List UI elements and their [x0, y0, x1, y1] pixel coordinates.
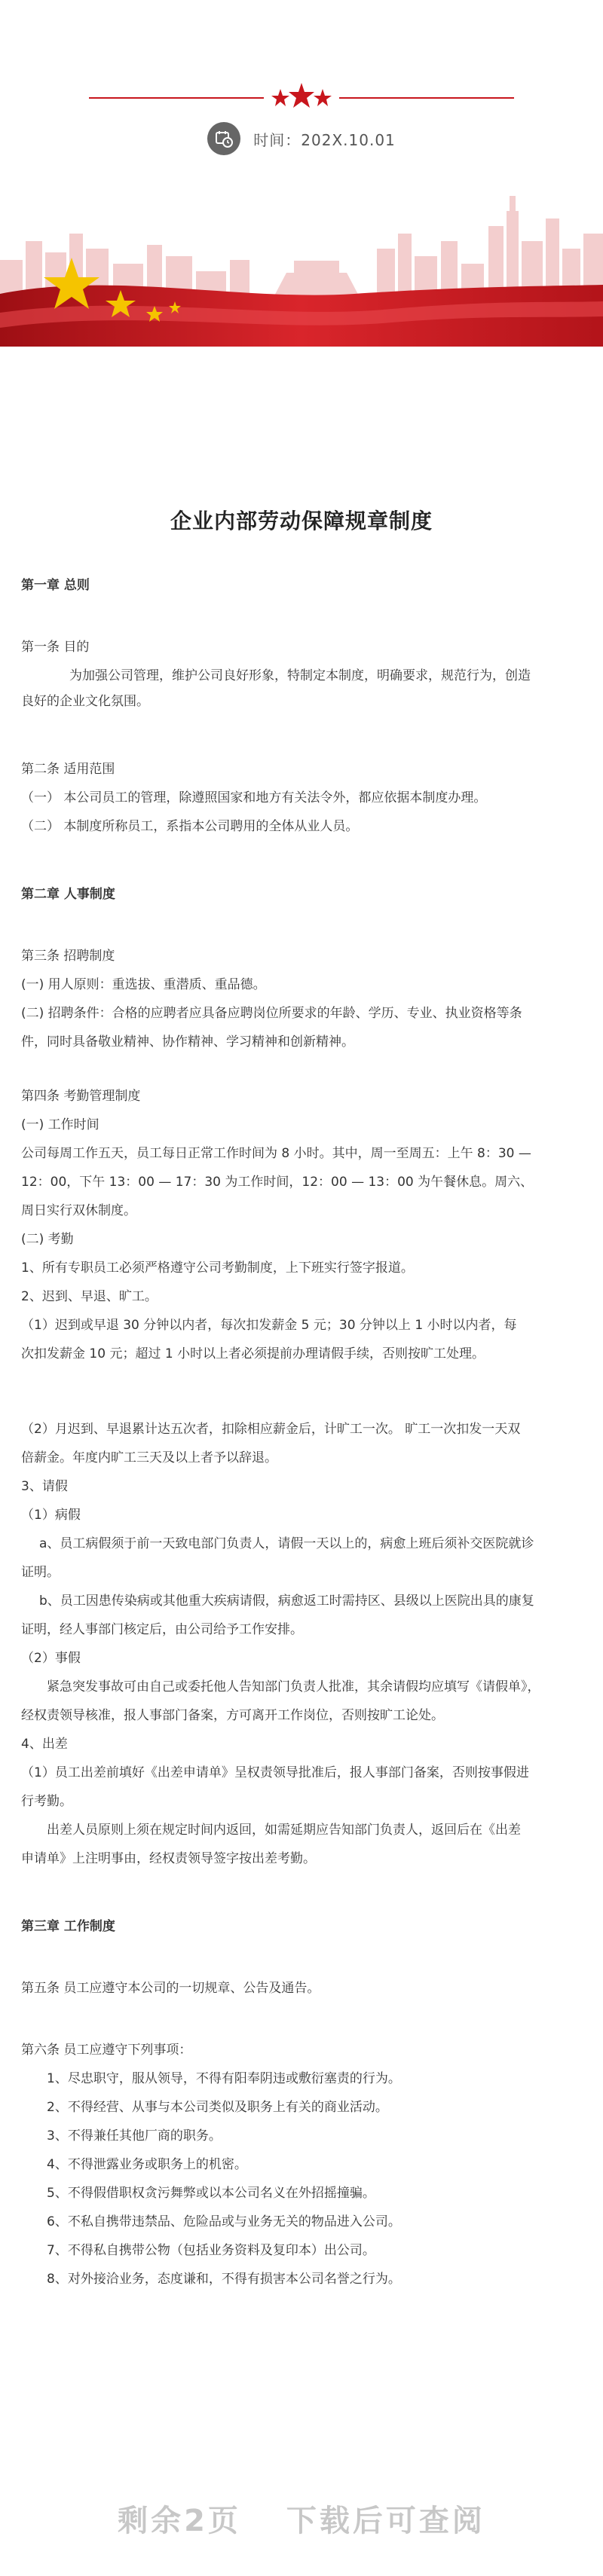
article-heading: 第一条 目的 [21, 640, 90, 655]
paragraph-line: （1）迟到或早退 30 分钟以内者，每次扣发薪金 5 元；30 分钟以上 1 小时以内者，每 [21, 1318, 517, 1333]
paragraph-line: 1、所有专职员工必须严格遵守公司考勤制度，上下班实行签字报道。 [21, 1260, 414, 1276]
paragraph-line: 12：00，下午 13：00 — 17：30 为工作时间，12：00 — 13：00 为午餐休息。周六、 [21, 1175, 534, 1190]
chapter-heading: 第三章 工作制度 [21, 1919, 115, 1934]
download-prompt[interactable] [0, 2483, 603, 2559]
article-heading: 第六条 员工应遵守下列事项： [21, 2043, 192, 2058]
header-stars-divider [0, 81, 603, 119]
paragraph-line: 公司每周工作五天，员工每日正常工作时间为 8 小时。其中，周一至周五：上午 8：30 — [21, 1146, 531, 1161]
chapter-heading: 第一章 总则 [21, 578, 90, 593]
paragraph-line: b、员工因患传染病或其他重大疾病请假，病愈返工时需持区、县级以上医院出具的康复 [39, 1594, 534, 1609]
list-item: 3、不得兼任其他厂商的职务。 [47, 2128, 222, 2144]
paragraph-line: 2、迟到、早退、旷工。 [21, 1289, 158, 1304]
paragraph-line: 3、请假 [21, 1479, 68, 1494]
star-icon [289, 83, 314, 108]
paragraph-line: (二) 招聘条件：合格的应聘者应具备应聘岗位所要求的年龄、学历、专业、执业资格等条 [21, 1006, 522, 1021]
paragraph-line: （2）月迟到、早退累计达五次者，扣除相应薪金后，计旷工一次。 旷工一次扣发一天双 [21, 1422, 521, 1437]
document-title: 企业内部劳动保障规章制度 [170, 509, 433, 533]
list-item: 1、尽忠职守，服从领导，不得有阳奉阴违或敷衍塞责的行为。 [47, 2071, 401, 2086]
city-skyline-ribbon [0, 188, 603, 347]
header-banner-area [0, 0, 603, 354]
paragraph-line: （2）事假 [21, 1651, 81, 1666]
paragraph-line: (一) 工作时间 [21, 1117, 99, 1132]
paragraph-line: 行考勤。 [21, 1794, 72, 1809]
paragraph-line: （1）病假 [21, 1508, 81, 1523]
clock-calendar-icon [207, 122, 240, 155]
paragraph-line: 证明。 [21, 1565, 60, 1580]
paragraph-line: 4、出差 [21, 1737, 68, 1752]
star-icon [314, 89, 332, 106]
paragraph-line: 出差人员原则上须在规定时间内返回，如需延期应告知部门负责人，返回后在《出差 [47, 1823, 521, 1838]
article-heading: 第二条 适用范围 [21, 762, 115, 777]
list-item: 6、不私自携带违禁品、危险品或与业务无关的物品进入公司。 [47, 2214, 401, 2229]
date-row [0, 122, 603, 161]
paragraph-line: 次扣发薪金 10 元；超过 1 小时以上者必须提前办理请假手续，否则按旷工处理。 [21, 1346, 485, 1361]
download-to-view-text: 下载后可查阅 [286, 2504, 485, 2538]
article-heading: 第三条 招聘制度 [21, 949, 115, 964]
paragraph-line: (二) 考勤 [21, 1232, 74, 1247]
paragraph-line: 件，同时具备敬业精神、协作精神、学习精神和创新精神。 [21, 1034, 354, 1050]
paragraph-line: （一） 本公司员工的管理，除遵照国家和地方有关法令外，都应依据本制度办理。 [21, 790, 487, 805]
paragraph-line: （1）员工出差前填好《出差申请单》呈权责领导批准后，报人事部门备案，否则按事假进 [21, 1765, 529, 1780]
paragraph-line: 倍薪金。年度内旷工三天及以上者予以辞退。 [21, 1450, 277, 1465]
paragraph-line: (一) 用人原则：重选拔、重潜质、重品德。 [21, 977, 266, 992]
paragraph-line: 紧急突发事故可由自己或委托他人告知部门负责人批准，其余请假均应填写《请假单》， [47, 1679, 540, 1694]
paragraph-line: 经权责领导核准，报人事部门备案，方可离开工作岗位，否则按旷工论处。 [21, 1708, 444, 1723]
list-item: 7、不得私自携带公物（包括业务资料及复印本）出公司。 [47, 2243, 375, 2258]
paragraph-line: 证明，经人事部门核定后，由公司给予工作安排。 [21, 1622, 303, 1637]
list-item: 5、不得假借职权贪污舞弊或以本公司名义在外招摇撞骗。 [47, 2186, 375, 2201]
remaining-pages-text: 剩余2页 [118, 2504, 241, 2538]
paragraph-line: 为加强公司管理，维护公司良好形象，特制定本制度，明确要求，规范行为，创造 [69, 668, 531, 683]
article-heading: 第四条 考勤管理制度 [21, 1089, 141, 1104]
paragraph-line: a、员工病假须于前一天致电部门负责人，请假一天以上的，病愈上班后须补交医院就诊 [39, 1536, 534, 1551]
paragraph-line: 申请单》上注明事由，经权责领导签字按出差考勤。 [21, 1851, 316, 1866]
paragraph-line: （二） 本制度所称员工，系指本公司聘用的全体从业人员。 [21, 819, 359, 834]
star-icon [271, 89, 289, 106]
chapter-heading: 第二章 人事制度 [21, 887, 115, 902]
article-heading: 第五条 员工应遵守本公司的一切规章、公告及通告。 [21, 1981, 320, 1996]
list-item: 8、对外接洽业务，态度谦和，不得有损害本公司名誉之行为。 [47, 2272, 401, 2287]
list-item: 2、不得经营、从事与本公司类似及职务上有关的商业活动。 [47, 2100, 388, 2115]
publish-time: 时间：202X.10.01 [253, 130, 396, 149]
list-item: 4、不得泄露业务或职务上的机密。 [47, 2157, 247, 2172]
paragraph-line: 良好的企业文化氛围。 [21, 694, 149, 709]
paragraph-line: 周日实行双休制度。 [21, 1203, 136, 1218]
